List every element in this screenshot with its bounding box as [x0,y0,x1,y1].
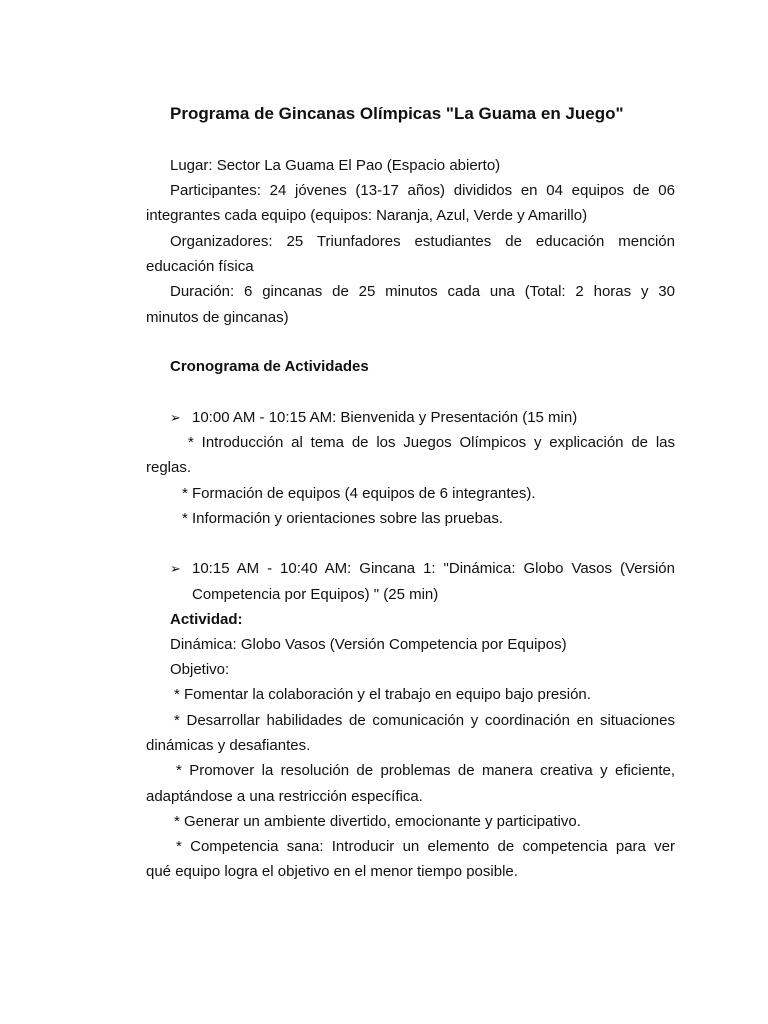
lugar-text: Lugar: Sector La Guama El Pao (Espacio abierto) [170,157,501,174]
page-title: Programa de Gincanas Olímpicas "La Guama en Juego" [170,104,624,123]
objective-3-cont: adaptándose a una restricción específica. [146,788,423,805]
schedule-item-1 [170,408,577,429]
objective-2-cont: dinámicas y desafiantes. [146,737,311,754]
participantes-text-cont: integrantes cada equipo (equipos: Naranja, Azul, Verde y Amarillo) [146,207,588,224]
actividad-label: Actividad: [170,611,243,628]
objective-5-cont: qué equipo logra el objetivo en el menor tiempo posible. [146,863,518,880]
arrow-bullet-icon: ➢ [170,562,181,577]
item1-detail-1: * Introducción al tema de los Juegos Olímpicos y explicación de las [188,434,675,451]
duracion-text: Duración: 6 gincanas de 25 minutos cada una (Total: 2 horas y 30 [170,283,675,300]
objective-5: * Competencia sana: Introducir un elemento de competencia para ver [176,838,675,855]
schedule-item-2-time: 10:15 AM - 10:40 AM: Gincana 1: "Dinámica: Globo Vasos (Versión [192,560,675,577]
item1-detail-2: * Formación de equipos (4 equipos de 6 integrantes). [182,485,536,502]
objective-1: * Fomentar la colaboración y el trabajo en equipo bajo presión. [174,686,591,703]
duracion-text-cont: minutos de gincanas) [146,309,289,326]
item1-detail-1-cont: reglas. [146,459,192,476]
schedule-item-1-time: 10:00 AM - 10:15 AM: Bienvenida y Presentación (15 min) [192,409,578,426]
schedule-item-2-bullet [170,559,192,580]
dinamica-text: Dinámica: Globo Vasos (Versión Competencia por Equipos) [170,636,567,653]
objective-2: * Desarrollar habilidades de comunicación y coordinación en situaciones [174,712,675,729]
objetivo-label: Objetivo: [170,661,230,678]
schedule-item-2-time-cont: Competencia por Equipos) " (25 min) [192,586,439,603]
item1-detail-3: * Información y orientaciones sobre las pruebas. [182,510,504,527]
organizadores-text: Organizadores: 25 Triunfadores estudiantes de educación mención [170,233,675,250]
arrow-bullet-icon: ➢ [170,411,181,426]
participantes-text: Participantes: 24 jóvenes (13-17 años) divididos en 04 equipos de 06 [170,182,675,199]
organizadores-text-cont: educación física [146,258,254,275]
objective-3: * Promover la resolución de problemas de manera creativa y eficiente, [176,762,675,779]
objective-4: * Generar un ambiente divertido, emocionante y participativo. [174,813,581,830]
schedule-heading: Cronograma de Actividades [170,358,369,375]
